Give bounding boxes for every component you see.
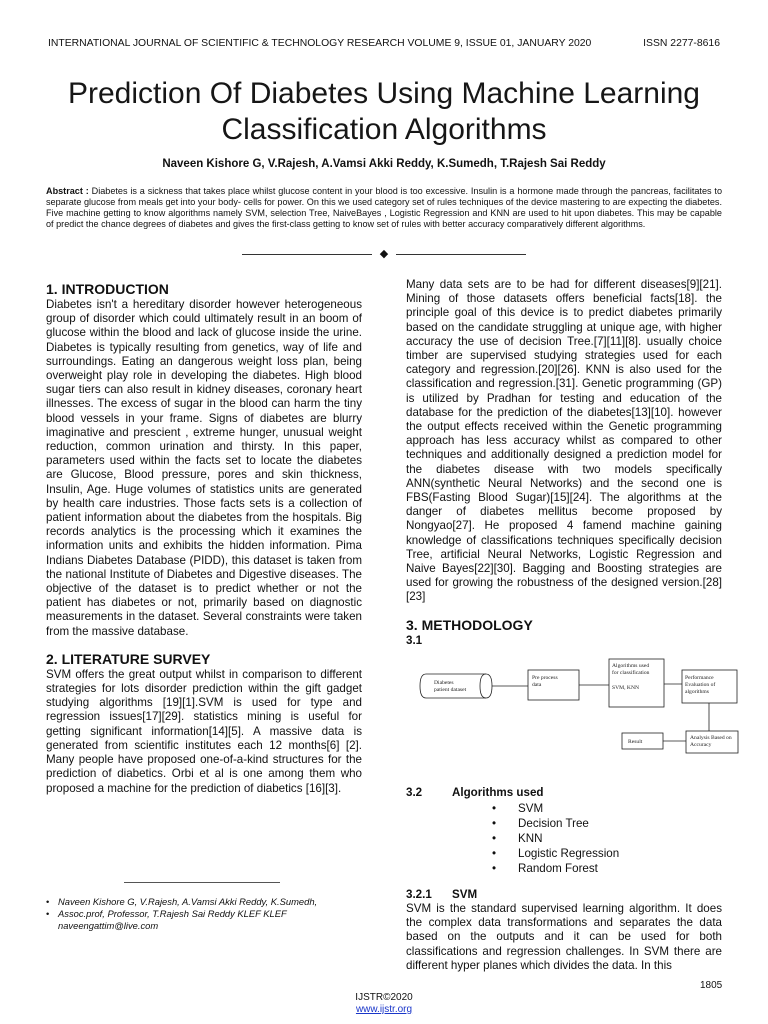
subsection-3-2-1-number: 3.2.1 bbox=[406, 888, 432, 901]
methodology-heading: 3. METHODOLOGY bbox=[406, 616, 533, 633]
preprocess-box-line2: data bbox=[532, 682, 542, 688]
list-item: • Logistic Regression bbox=[492, 847, 620, 860]
footnote-item bbox=[46, 920, 366, 932]
preprocess-box bbox=[528, 670, 579, 700]
survey-continued-paragraph: Many data sets are to be had for different diseases[9][21]. Mining of those datasets offers beneficial facts[18]. the principle goal of this device is to predict diabetes primarily based on the candidate struggling at unique age, with higher accuracy the use of decision Tree.[7][11][8]. usually choice timber are supervised studying strategies used for each category and regression.[20][26]. KNN is also used for the classification and regression.[31]. Genetic programming (GP) is utilized by Pradhan for testing and education of the database for the prediction of the diabetes[13][10]. however the output effects received within the Genetic programming approach has less accuracy whilst as compared to other techniques and additionally designed a prediction model for the diabetes disease with two models specifically ANN(synthetic Neural Networks) and the second one is FBS(Fasting Blood Sugar)[15][24]. The algorithms at the danger of diabetes mellitus become proposed by Nongyao[27]. He proposed 4 famend machine gaining knowledge of classifications techniques specifically decision Tree, artificial Neural Networks, Logistic Regression and Naive Bayes[22][30]. Bagging and Boosting strategies are used for growing the robustness of the designed version.[28][23] bbox=[406, 278, 722, 604]
page-footer bbox=[0, 992, 768, 1016]
svm-paragraph: SVM is the standard supervised learning algorithm. It does the complex data transformations and separates the data based on the outputs and it can be used for both classifications and regression challenges. In SVM there are different hyper planes which divides the data. In this bbox=[406, 902, 722, 972]
copyright: IJSTR©2020 bbox=[355, 992, 413, 1003]
title-line-1: Prediction Of Diabetes Using Machine Learning bbox=[67, 77, 700, 110]
methodology-flow-diagram bbox=[406, 652, 732, 762]
bullet-icon: • bbox=[492, 817, 497, 830]
title-line-2: Classification Algorithms bbox=[221, 113, 547, 146]
bullet-icon: • bbox=[492, 832, 497, 845]
dataset-box bbox=[420, 674, 492, 698]
analysis-box-line2: Accuracy bbox=[690, 742, 712, 748]
list-item: • Random Forest bbox=[492, 862, 598, 875]
algorithms-box-line3: SVM, KNN bbox=[612, 685, 640, 691]
algorithms-box-line1: Algorithms used bbox=[612, 663, 650, 669]
evaluation-box-line3: algorithms bbox=[685, 689, 709, 695]
intro-paragraph: Diabetes isn't a hereditary disorder however heterogeneous group of disorder which could ultimately result in an boom of glucose within the blood and lack of glucose inside the urine. Diabetes is typically resulting from genetics, way of life and surroundings. Eating an dangerous weight loss plan, being overweight play role in developing the diabetes. High blood sugar tiers can also result in kidney diseases, coronary heart illnesses. The excess of sugar in the blood can harm the tiny blood vessels in your frame. Signs of diabetes are blurry imaginative and prescient , extreme hunger, unusual weight reduction, common urination and thirsty. In this paper, parameters used within the facts set to locate the diabetes are Glucose, Blood pressure, pores and skin thickness, Insulin, Age. Huge volumes of statistics units are generated by health care industries. Those facts sets is a collection of patient information about the diabetes from the hospitals. Big records analytics is the processing which it examines the information units and exhibits the hidden information. Pima Indians Diabetes Database (PIDD), this dataset is taken from the national Institute of Diabetes and Digestive diseases. The objective of the dataset is to predict whether or not the patient has diabetes or not, primarily based on diagnostic measurements in the dataset. Several constraints were taken from the massive database. bbox=[46, 298, 362, 638]
separator-line-left bbox=[242, 254, 372, 255]
issn: ISSN 2277-8616 bbox=[643, 38, 720, 49]
footnote-rule bbox=[124, 882, 280, 883]
diamond-icon: ◆ bbox=[379, 248, 389, 260]
dataset-box-line2: patient dataset bbox=[434, 687, 467, 693]
analysis-box-line1: Analysis Based on bbox=[690, 735, 732, 741]
subsection-3-2-1-title: SVM bbox=[452, 888, 478, 901]
preprocess-box-line1: Pre process bbox=[532, 675, 558, 681]
left-column bbox=[46, 281, 362, 796]
footnote-item: • Naveen Kishore G, V.Rajesh, A.Vamsi Akki Reddy, K.Sumedh, bbox=[46, 896, 318, 907]
list-item: • KNN bbox=[492, 832, 543, 845]
result-box bbox=[622, 733, 663, 749]
running-header bbox=[48, 38, 720, 49]
bullet-icon: • bbox=[492, 862, 497, 875]
algorithm-list bbox=[492, 801, 619, 876]
literature-heading: 2. LITERATURE SURVEY bbox=[46, 650, 211, 667]
bullet-icon: • bbox=[46, 896, 50, 907]
evaluation-box-line2: Evaluation of bbox=[685, 682, 716, 688]
literature-paragraph: SVM offers the great output whilst in comparison to different strategies for lots disorder prediction within the gift gadget studying algorithms [19][1].SVM is used for type and regression issues[17][29]. statistics mining is useful for getting significant information[14][5]. A massive data is generated from scientific institutes each 12 months[6] [2]. Many people have proposed one-of-a-kind structures for the prediction of diabetics. Orbi et al is one among them who proposed a machine for the prediction of diabetics [16][3]. bbox=[46, 667, 362, 795]
footnote-item: • Assoc.prof, Professor, T.Rajesh Sai Reddy KLEF KLEF bbox=[46, 908, 287, 920]
author-list: Naveen Kishore G, V.Rajesh, A.Vamsi Akki Reddy, K.Sumedh, T.Rajesh Sai Reddy bbox=[162, 158, 606, 170]
subsection-3-2-number: 3.2 bbox=[406, 786, 423, 799]
bullet-icon: • bbox=[46, 908, 50, 920]
algorithms-box-line2: for classification bbox=[612, 670, 650, 676]
author-email: naveengattim@live.com bbox=[58, 920, 159, 932]
footnotes bbox=[46, 896, 366, 933]
journal-name: INTERNATIONAL JOURNAL OF SCIENTIFIC & TECHNOLOGY RESEARCH VOLUME 9, ISSUE 01, JANUARY 2020 bbox=[48, 38, 592, 49]
journal-link[interactable]: www.ijstr.org bbox=[355, 1004, 413, 1015]
result-box-label: Result bbox=[628, 739, 643, 745]
subsection-3-1: 3.1 bbox=[406, 633, 423, 647]
subsection-3-2-title: Algorithms used bbox=[452, 786, 544, 799]
list-item: • SVM bbox=[492, 802, 544, 815]
section-separator bbox=[0, 249, 768, 260]
paper-title bbox=[0, 76, 768, 148]
algorithms-box bbox=[609, 659, 664, 707]
abstract-label: Abstract : bbox=[46, 186, 89, 196]
list-item: • Decision Tree bbox=[492, 817, 589, 830]
right-column bbox=[406, 278, 722, 648]
abstract-text: Diabetes is a sickness that takes place whilst glucose content in your blood is too excessive. Insulin is a hormone made through the pancreas, facilitates to separate glucose from meals get into your body- cells for power. On this we used category set of rules techniques of the device mastering to are expecting the diabetes. Five machine getting to know algorithms namely SVM, selection Tree, NaiveBayes , Logistic Regression and KNN are used to hit upon diabetes. This may be capable of predict the chance degrees of diabetes and gives the first-class getting to know set of rules with better accuracy comparatively different algorithms. bbox=[46, 186, 722, 230]
intro-heading: 1. INTRODUCTION bbox=[46, 281, 169, 297]
evaluation-box-line1: Performance bbox=[685, 675, 714, 681]
dataset-box-line1: Diabetes bbox=[434, 680, 454, 686]
bullet-icon: • bbox=[492, 802, 497, 815]
bullet-icon: • bbox=[492, 847, 497, 860]
evaluation-box bbox=[682, 670, 737, 703]
analysis-box bbox=[686, 731, 738, 753]
separator-line-right bbox=[396, 254, 526, 255]
abstract bbox=[46, 186, 722, 230]
page-number: 1805 bbox=[700, 980, 723, 991]
